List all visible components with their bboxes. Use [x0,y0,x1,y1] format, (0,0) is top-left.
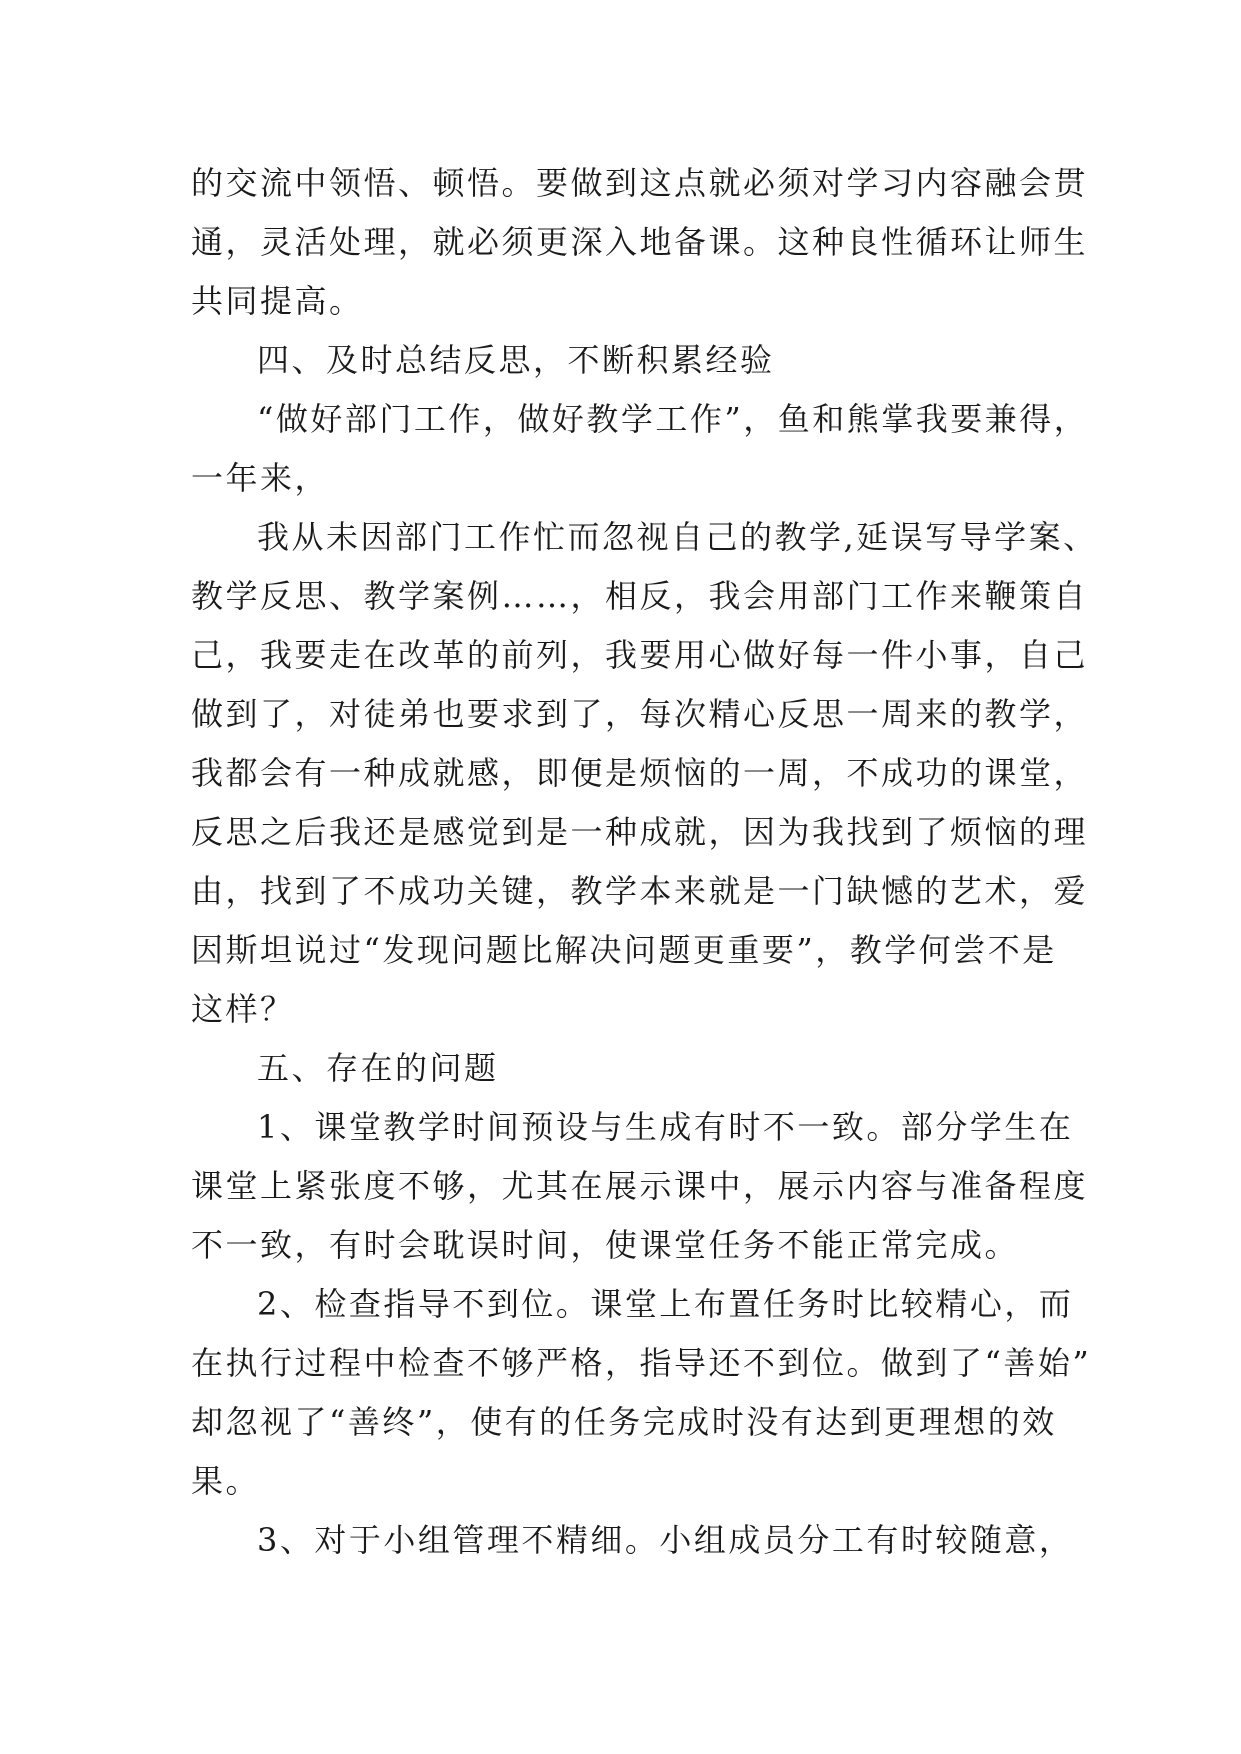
text-line: 我从未因部门工作忙而忽视自己的教学,延误写导学案、 [257,518,1098,556]
text-line: 在执行过程中检查不够严格，指导还不到位。做到了“善始” [191,1344,1092,1382]
text-line: 共同提高。 [191,282,364,320]
section-heading: 五、存在的问题 [257,1049,499,1087]
text-line: 果。 [191,1462,261,1500]
section-heading: 四、及时总结反思，不断积累经验 [257,341,775,379]
text-line: “做好部门工作，做好教学工作”，鱼和熊掌我要兼得， [257,400,1089,438]
text-line: 己，我要走在改革的前列，我要用心做好每一件小事，自己 [191,636,1089,674]
list-item: 2、检查指导不到位。课堂上布置任务时比较精心，而 [257,1285,1074,1323]
text-line: 通，灵活处理，就必须更深入地备课。这种良性循环让师生 [191,223,1089,261]
list-item: 3、对于小组管理不精细。小组成员分工有时较随意， [257,1521,1074,1559]
text-line: 由，找到了不成功关键，教学本来就是一门缺憾的艺术，爱 [191,872,1089,910]
text-line: 不一致，有时会耽误时间，使课堂任务不能正常完成。 [191,1226,1020,1264]
text-line: 教学反思、教学案例……，相反，我会用部门工作来鞭策自 [191,577,1089,615]
text-line: 反思之后我还是感觉到是一种成就，因为我找到了烦恼的理 [191,813,1089,851]
text-line: 的交流中领悟、顿悟。要做到这点就必须对学习内容融会贯 [191,164,1089,202]
text-line: 课堂上紧张度不够，尤其在展示课中，展示内容与准备程度 [191,1167,1089,1205]
text-line: 一年来， [191,459,330,497]
text-line: 因斯坦说过“发现问题比解决问题更重要”，教学何尝不是 [191,931,1057,969]
text-line: 却忽视了“善终”，使有的任务完成时没有达到更理想的效 [191,1403,1057,1441]
text-line: 做到了，对徒弟也要求到了，每次精心反思一周来的教学， [191,695,1089,733]
text-line: 我都会有一种成就感，即便是烦恼的一周，不成功的课堂， [191,754,1089,792]
list-item: 1、课堂教学时间预设与生成有时不一致。部分学生在 [257,1108,1074,1146]
text-line: 这样？ [191,990,295,1028]
document-body [191,154,1098,1570]
